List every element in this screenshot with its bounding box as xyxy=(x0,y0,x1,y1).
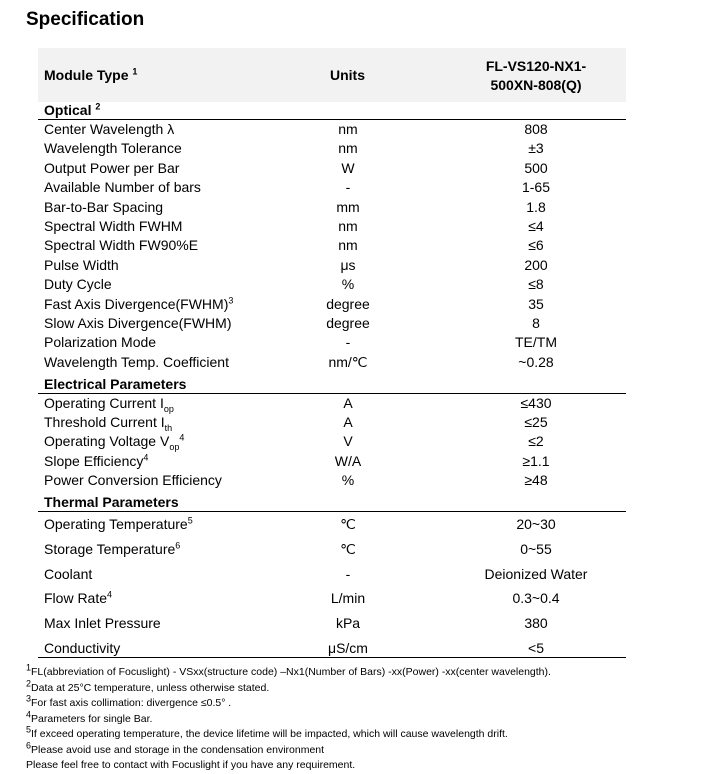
table-row xyxy=(38,541,626,559)
footnote: $^1$FL(abbreviation of Focuslight) - VSxx(structure code) –Nx1(Number of Bars) -xx(Power) -xx(center wavelength). xyxy=(26,662,551,678)
param-name: Spectral Width FWHM xyxy=(44,218,183,234)
param-unit: kPa xyxy=(335,615,361,632)
table-row xyxy=(38,472,626,490)
param-name: Fast Axis Divergence(FWHM)$^3$ xyxy=(44,294,234,312)
table-row xyxy=(38,121,626,139)
param-unit: % xyxy=(341,276,355,293)
param-unit: - xyxy=(345,179,351,196)
table-row xyxy=(38,414,626,432)
table-row xyxy=(38,615,626,633)
param-unit: nm/℃ xyxy=(328,353,368,370)
param-value: 1.8 xyxy=(526,198,546,215)
param-value: 0.3~0.4 xyxy=(512,590,560,607)
param-value: ≥48 xyxy=(524,471,548,488)
param-name: Conductivity xyxy=(44,640,121,656)
param-name: Operating Voltage $V_{op}^4$ xyxy=(44,432,185,453)
param-value: 500 xyxy=(524,159,548,176)
footnote: $^2$Data at 25°C temperature, unless otherwise stated. xyxy=(26,678,270,694)
param-name: Spectral Width FW90%E xyxy=(44,237,199,254)
param-value: 35 xyxy=(528,295,544,312)
param-name: Max Inlet Pressure xyxy=(44,615,161,632)
param-value: 0~55 xyxy=(520,540,552,557)
param-value: <5 xyxy=(528,640,544,656)
table-row xyxy=(38,140,626,158)
param-value: 8 xyxy=(532,315,540,331)
param-name: Pulse Width xyxy=(44,256,119,273)
param-value: ±3 xyxy=(528,140,544,157)
page-title: Specification xyxy=(26,9,145,30)
param-unit: nm xyxy=(338,140,358,157)
param-unit: - xyxy=(345,334,351,351)
table-row xyxy=(38,395,626,413)
table-row xyxy=(38,566,626,584)
param-value: 200 xyxy=(524,256,548,273)
param-unit: % xyxy=(341,471,355,488)
param-value: ≤2 xyxy=(528,433,544,450)
param-name: Output Power per Bar xyxy=(44,159,180,176)
header-units: Units xyxy=(330,67,365,83)
table-row xyxy=(38,334,626,352)
param-value: 20~30 xyxy=(516,516,556,532)
param-value: 1-65 xyxy=(521,179,551,196)
param-name: Operating Current $I_{op}$ xyxy=(44,395,174,414)
table-header xyxy=(38,48,626,102)
section-thermal: Thermal Parameters xyxy=(38,493,626,512)
param-unit: - xyxy=(345,565,351,582)
table-row xyxy=(38,296,626,314)
param-value: TE/TM xyxy=(515,334,557,351)
footnote: $^3$For fast axis collimation: divergence ≤0.5° . xyxy=(26,693,232,709)
footnote: $^4$Parameters for single Bar. xyxy=(26,709,153,725)
table-row xyxy=(38,354,626,372)
param-name: Center Wavelength λ xyxy=(44,121,175,137)
param-name: Coolant xyxy=(44,565,93,582)
param-value: ≤4 xyxy=(528,218,544,234)
table-row xyxy=(38,433,626,451)
param-name: Threshold Current $I_{th}$ xyxy=(44,414,173,433)
footnote: $^5$If exceed operating temperature, the device lifetime will be impacted, which will cause wavelength drift. xyxy=(26,724,508,740)
param-value: ≤25 xyxy=(524,414,548,431)
param-unit: nm xyxy=(338,237,358,254)
param-value: ≥1.1 xyxy=(522,452,550,469)
param-value: ~0.28 xyxy=(518,353,554,370)
param-unit: W/A xyxy=(334,452,362,469)
table-row xyxy=(38,179,626,197)
param-name: Storage Temperature$^6$ xyxy=(44,540,181,557)
param-unit: ℃ xyxy=(340,540,356,557)
param-value: 808 xyxy=(524,121,548,137)
param-unit: nm xyxy=(338,218,358,234)
table-row xyxy=(38,237,626,255)
table-row xyxy=(38,315,626,333)
param-name: Operating Temperature$^5$ xyxy=(44,515,193,532)
param-name: Available Number of bars xyxy=(44,179,201,196)
param-unit: A xyxy=(343,414,353,431)
table-row xyxy=(38,453,626,471)
param-name: Power Conversion Efficiency xyxy=(44,471,222,488)
param-unit: ℃ xyxy=(340,516,356,532)
param-unit: μS/cm xyxy=(328,640,368,656)
param-unit: mm xyxy=(336,198,360,215)
param-name: Duty Cycle xyxy=(44,276,112,293)
table-row xyxy=(38,257,626,275)
param-name: Slope Efficiency$^4$ xyxy=(44,451,149,469)
table-row xyxy=(38,160,626,178)
param-name: Polarization Mode xyxy=(44,334,157,351)
table-row xyxy=(38,199,626,217)
param-name: Wavelength Temp. Coefficient xyxy=(44,353,229,370)
param-unit: W xyxy=(341,159,355,176)
header-model: FL-VS120-NX1- 500XN-808(Q) xyxy=(485,58,587,93)
param-value: Deionized Water xyxy=(484,565,588,582)
footnote: $^6$Please avoid use and storage in the condensation environment xyxy=(26,740,325,756)
table-row xyxy=(38,218,626,236)
table-row xyxy=(38,590,626,608)
table-row xyxy=(38,640,626,658)
param-name: Flow Rate$^4$ xyxy=(44,589,113,607)
param-unit: V xyxy=(343,433,353,450)
table-bottom-rule xyxy=(38,657,626,658)
param-unit: μs xyxy=(340,256,356,273)
param-value: 380 xyxy=(524,615,548,632)
param-value: ≤430 xyxy=(520,395,552,411)
param-name: Wavelength Tolerance xyxy=(44,140,182,157)
footnote: Please feel free to contact with Focuslight if you have any requirement. xyxy=(26,759,356,771)
section-optical: Optical $^2$ xyxy=(38,101,626,120)
param-unit: nm xyxy=(338,121,358,137)
section-electrical: Electrical Parameters xyxy=(38,375,626,394)
param-value: ≤6 xyxy=(528,237,544,254)
param-name: Bar-to-Bar Spacing xyxy=(44,198,164,215)
param-unit: degree xyxy=(326,295,370,312)
header-module-type: Module Type $^1$ xyxy=(44,66,138,83)
table-row xyxy=(38,276,626,294)
param-value: ≤8 xyxy=(528,276,544,293)
param-unit: degree xyxy=(326,315,370,331)
param-unit: L/min xyxy=(330,590,366,607)
param-name: Slow Axis Divergence(FWHM) xyxy=(44,315,232,331)
param-unit: A xyxy=(343,395,353,411)
table-row xyxy=(38,516,626,534)
